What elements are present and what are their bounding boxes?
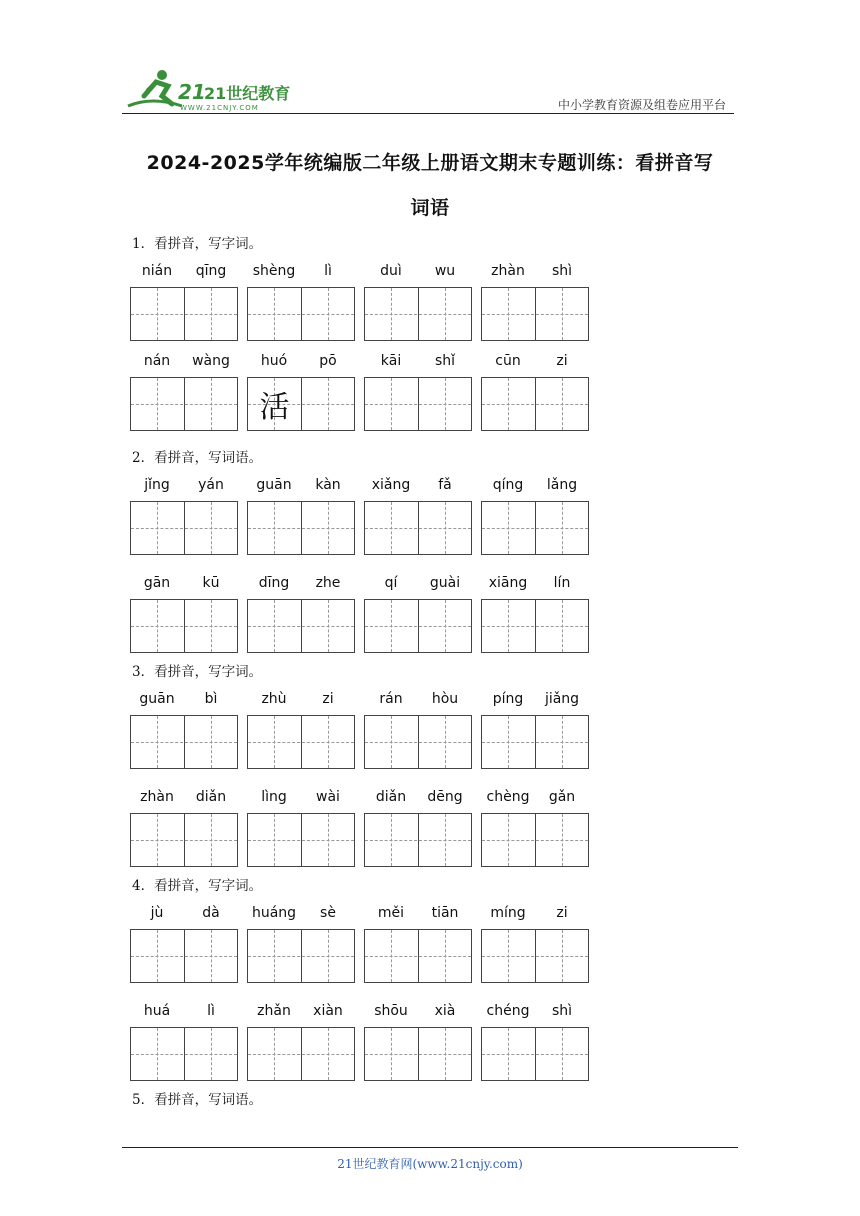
tianzige-writing-grid[interactable] xyxy=(247,929,355,983)
grid-guide-line xyxy=(482,404,588,405)
pinyin-word-group xyxy=(481,476,589,556)
pinyin-label: guān xyxy=(139,691,175,707)
pinyin-word-group xyxy=(364,262,472,342)
grid-guide-line xyxy=(365,528,471,529)
pinyin-label: xiǎng xyxy=(371,477,411,493)
grid-guide-line xyxy=(445,1028,446,1080)
page-footer: 21世纪教育网(www.21cnjy.com) xyxy=(337,1157,523,1171)
pinyin-label: rán xyxy=(379,691,403,707)
pinyin-label: shì xyxy=(551,263,573,279)
grid-guide-line xyxy=(482,840,588,841)
pinyin-label: bì xyxy=(204,691,218,707)
grid-guide-line xyxy=(562,814,563,866)
grid-guide-line xyxy=(131,314,237,315)
pinyin-label: lǎng xyxy=(546,477,578,493)
grid-guide-line xyxy=(157,1028,158,1080)
pinyin-label: duì xyxy=(380,263,402,279)
pinyin-label: zi xyxy=(556,353,568,369)
pinyin-word-group xyxy=(481,788,589,868)
pinyin-word-group xyxy=(130,904,238,984)
tianzige-writing-grid[interactable] xyxy=(247,501,355,555)
grid-guide-line xyxy=(131,404,237,405)
pinyin-label: cūn xyxy=(495,353,521,369)
grid-guide-line xyxy=(328,814,329,866)
grid-guide-line xyxy=(391,502,392,554)
pinyin-label: kāi xyxy=(380,353,402,369)
pinyin-word-group xyxy=(481,352,589,432)
tianzige-writing-grid[interactable] xyxy=(130,377,238,431)
pinyin-label: zhǎn xyxy=(257,1003,291,1019)
page-header xyxy=(122,66,734,114)
question-1-label: 1．看拼音，写字词。 xyxy=(132,236,263,252)
page-title-line2: 词语 xyxy=(410,197,450,219)
tianzige-writing-grid[interactable] xyxy=(364,377,472,431)
tianzige-writing-grid[interactable] xyxy=(247,599,355,653)
tianzige-writing-grid[interactable] xyxy=(130,599,238,653)
pinyin-word-group xyxy=(481,1002,589,1082)
tianzige-writing-grid[interactable] xyxy=(364,599,472,653)
tianzige-writing-grid[interactable] xyxy=(130,813,238,867)
grid-guide-line xyxy=(274,814,275,866)
grid-guide-line xyxy=(445,502,446,554)
grid-guide-line xyxy=(445,930,446,982)
pinyin-label: zi xyxy=(322,691,334,707)
pinyin-label: qīng xyxy=(195,263,227,279)
grid-guide-line xyxy=(131,626,237,627)
grid-guide-line xyxy=(328,502,329,554)
pinyin-label: dà xyxy=(202,905,220,921)
pinyin-word-group xyxy=(481,690,589,770)
tianzige-writing-grid[interactable] xyxy=(247,715,355,769)
pinyin-label: jiǎng xyxy=(544,691,580,707)
pinyin-label: shì xyxy=(551,1003,573,1019)
grid-guide-line xyxy=(328,716,329,768)
pinyin-word-group xyxy=(364,352,472,432)
grid-guide-line xyxy=(248,528,354,529)
grid-guide-line xyxy=(391,930,392,982)
grid-guide-line xyxy=(211,502,212,554)
pinyin-word-group xyxy=(247,690,355,770)
pinyin-label: huó xyxy=(260,353,288,369)
pinyin-word-group xyxy=(130,476,238,556)
grid-guide-line xyxy=(157,814,158,866)
grid-guide-line xyxy=(248,626,354,627)
pinyin-label: shèng xyxy=(252,263,296,279)
tianzige-writing-grid[interactable] xyxy=(364,929,472,983)
grid-guide-line xyxy=(157,930,158,982)
pinyin-label: nán xyxy=(143,353,171,369)
grid-guide-line xyxy=(211,288,212,340)
grid-guide-line xyxy=(391,600,392,652)
grid-guide-line xyxy=(157,600,158,652)
pinyin-label: qí xyxy=(384,575,398,591)
pinyin-label: yán xyxy=(198,477,224,493)
pinyin-label: jù xyxy=(150,905,164,921)
pinyin-label: dēng xyxy=(427,789,463,805)
grid-guide-line xyxy=(274,1028,275,1080)
pinyin-label: diǎn xyxy=(195,789,227,805)
grid-guide-line xyxy=(211,600,212,652)
svg-text:21世纪教育: 21世纪教育 xyxy=(204,84,291,103)
grid-guide-line xyxy=(274,502,275,554)
pinyin-label: zi xyxy=(556,905,568,921)
pinyin-label: guān xyxy=(256,477,292,493)
pinyin-label: gǎn xyxy=(548,789,576,805)
tianzige-writing-grid[interactable] xyxy=(481,501,589,555)
grid-guide-line xyxy=(248,314,354,315)
pinyin-label: diǎn xyxy=(375,789,407,805)
pinyin-label: zhe xyxy=(315,575,341,591)
pinyin-label: sè xyxy=(320,905,336,921)
grid-guide-line xyxy=(508,378,509,430)
grid-guide-line xyxy=(131,956,237,957)
tianzige-writing-grid[interactable] xyxy=(130,929,238,983)
grid-guide-line xyxy=(328,378,329,430)
pinyin-word-group xyxy=(364,574,472,654)
grid-guide-line xyxy=(391,288,392,340)
grid-guide-line xyxy=(445,288,446,340)
grid-guide-line xyxy=(365,956,471,957)
grid-guide-line xyxy=(391,814,392,866)
tianzige-writing-grid[interactable] xyxy=(481,1027,589,1081)
grid-guide-line xyxy=(131,742,237,743)
question-5-label: 5．看拼音，写词语。 xyxy=(132,1092,263,1108)
grid-guide-line xyxy=(365,626,471,627)
pinyin-word-group xyxy=(247,788,355,868)
grid-guide-line xyxy=(391,716,392,768)
pinyin-label: pō xyxy=(319,353,337,369)
grid-guide-line xyxy=(562,1028,563,1080)
grid-guide-line xyxy=(445,716,446,768)
grid-guide-line xyxy=(562,930,563,982)
grid-guide-line xyxy=(248,1054,354,1055)
pinyin-label: tiān xyxy=(431,905,459,921)
pinyin-label: huá xyxy=(143,1003,171,1019)
pinyin-label: xiāng xyxy=(488,575,528,591)
tianzige-writing-grid[interactable] xyxy=(364,715,472,769)
grid-guide-line xyxy=(157,378,158,430)
pinyin-label: xià xyxy=(434,1003,456,1019)
grid-guide-line xyxy=(445,600,446,652)
grid-guide-line xyxy=(365,742,471,743)
tianzige-writing-grid[interactable] xyxy=(481,715,589,769)
pinyin-word-group xyxy=(130,788,238,868)
tianzige-writing-grid[interactable] xyxy=(481,929,589,983)
grid-guide-line xyxy=(365,1054,471,1055)
pinyin-word-group xyxy=(247,904,355,984)
pinyin-word-group xyxy=(247,476,355,556)
grid-guide-line xyxy=(328,1028,329,1080)
tianzige-writing-grid[interactable] xyxy=(247,377,355,431)
grid-guide-line xyxy=(482,1054,588,1055)
pinyin-label: qíng xyxy=(492,477,524,493)
pinyin-label: lìng xyxy=(261,789,287,805)
pinyin-label: shōu xyxy=(374,1003,408,1019)
grid-guide-line xyxy=(211,930,212,982)
grid-guide-line xyxy=(248,956,354,957)
site-logo xyxy=(122,66,292,114)
grid-guide-line xyxy=(248,742,354,743)
grid-guide-line xyxy=(482,742,588,743)
pinyin-label: fǎ xyxy=(438,477,452,493)
grid-guide-line xyxy=(508,716,509,768)
pinyin-label: lì xyxy=(324,263,332,279)
grid-guide-line xyxy=(508,502,509,554)
tianzige-writing-grid[interactable] xyxy=(364,501,472,555)
grid-guide-line xyxy=(131,528,237,529)
grid-guide-line xyxy=(508,288,509,340)
pinyin-label: shǐ xyxy=(434,353,456,369)
tianzige-writing-grid[interactable] xyxy=(364,287,472,341)
grid-guide-line xyxy=(248,840,354,841)
pinyin-word-group xyxy=(130,1002,238,1082)
grid-guide-line xyxy=(445,378,446,430)
grid-guide-line xyxy=(508,1028,509,1080)
svg-text:21: 21 xyxy=(178,80,206,104)
pinyin-label: wu xyxy=(434,263,456,279)
grid-guide-line xyxy=(562,288,563,340)
pinyin-label: wài xyxy=(316,789,340,805)
grid-guide-line xyxy=(211,814,212,866)
pinyin-label: kàn xyxy=(315,477,341,493)
tianzige-writing-grid[interactable] xyxy=(481,599,589,653)
grid-guide-line xyxy=(328,930,329,982)
question-3-label: 3．看拼音，写字词。 xyxy=(132,664,263,680)
example-character: 活 xyxy=(259,390,290,425)
grid-guide-line xyxy=(211,1028,212,1080)
pinyin-word-group xyxy=(481,904,589,984)
tianzige-writing-grid[interactable] xyxy=(247,813,355,867)
pinyin-word-group xyxy=(130,574,238,654)
pinyin-word-group xyxy=(247,1002,355,1082)
pinyin-label: jǐng xyxy=(144,477,170,493)
pinyin-label: guài xyxy=(429,575,461,591)
grid-guide-line xyxy=(445,814,446,866)
pinyin-word-group xyxy=(364,788,472,868)
grid-guide-line xyxy=(562,600,563,652)
pinyin-label: xiàn xyxy=(313,1003,343,1019)
grid-guide-line xyxy=(482,314,588,315)
tianzige-writing-grid[interactable] xyxy=(481,287,589,341)
header-tagline: 中小学教育资源及组卷应用平台 xyxy=(557,98,726,112)
grid-guide-line xyxy=(274,600,275,652)
pinyin-label: zhàn xyxy=(140,789,174,805)
pinyin-label: míng xyxy=(490,905,526,921)
grid-guide-line xyxy=(365,404,471,405)
grid-guide-line xyxy=(157,502,158,554)
tianzige-writing-grid[interactable] xyxy=(247,1027,355,1081)
svg-text:WWW.21CNJY.COM: WWW.21CNJY.COM xyxy=(180,104,259,112)
pinyin-word-group xyxy=(481,262,589,342)
grid-guide-line xyxy=(131,1054,237,1055)
pinyin-label: wàng xyxy=(192,353,230,369)
tianzige-writing-grid[interactable] xyxy=(130,1027,238,1081)
grid-guide-line xyxy=(391,378,392,430)
tianzige-writing-grid[interactable] xyxy=(247,287,355,341)
pinyin-label: lín xyxy=(553,575,571,591)
footer-divider xyxy=(122,1147,738,1148)
tianzige-writing-grid[interactable] xyxy=(130,287,238,341)
tianzige-writing-grid[interactable] xyxy=(481,813,589,867)
grid-guide-line xyxy=(508,814,509,866)
pinyin-word-group xyxy=(247,352,355,432)
grid-guide-line xyxy=(482,528,588,529)
pinyin-label: dīng xyxy=(258,575,290,591)
grid-guide-line xyxy=(274,716,275,768)
pinyin-label: píng xyxy=(492,691,524,707)
grid-guide-line xyxy=(211,716,212,768)
pinyin-word-group xyxy=(364,690,472,770)
pinyin-label: chèng xyxy=(486,789,530,805)
pinyin-label: lì xyxy=(207,1003,215,1019)
tianzige-writing-grid[interactable] xyxy=(364,813,472,867)
header-divider xyxy=(122,113,734,114)
pinyin-word-group xyxy=(247,574,355,654)
grid-guide-line xyxy=(391,1028,392,1080)
question-2-label: 2．看拼音，写词语。 xyxy=(132,450,263,466)
pinyin-word-group xyxy=(247,262,355,342)
pinyin-label: gān xyxy=(143,575,171,591)
pinyin-word-group xyxy=(130,352,238,432)
pinyin-label: huáng xyxy=(251,905,297,921)
pinyin-label: nián xyxy=(141,263,173,279)
question-4-label: 4．看拼音，写字词。 xyxy=(132,878,263,894)
grid-guide-line xyxy=(274,288,275,340)
grid-guide-line xyxy=(508,930,509,982)
grid-guide-line xyxy=(328,288,329,340)
grid-guide-line xyxy=(365,840,471,841)
page-title-line1: 2024-2025学年统编版二年级上册语文期末专题训练：看拼音写 xyxy=(146,152,714,174)
tianzige-writing-grid[interactable] xyxy=(364,1027,472,1081)
pinyin-label: hòu xyxy=(431,691,459,707)
grid-guide-line xyxy=(482,626,588,627)
grid-guide-line xyxy=(365,314,471,315)
grid-guide-line xyxy=(482,956,588,957)
tianzige-writing-grid[interactable] xyxy=(481,377,589,431)
grid-guide-line xyxy=(562,716,563,768)
grid-guide-line xyxy=(328,600,329,652)
grid-guide-line xyxy=(131,840,237,841)
grid-guide-line xyxy=(274,930,275,982)
pinyin-label: zhù xyxy=(261,691,287,707)
pinyin-label: chéng xyxy=(486,1003,530,1019)
pinyin-word-group xyxy=(481,574,589,654)
tianzige-writing-grid[interactable] xyxy=(130,715,238,769)
grid-guide-line xyxy=(562,378,563,430)
pinyin-label: měi xyxy=(377,905,405,921)
tianzige-writing-grid[interactable] xyxy=(130,501,238,555)
pinyin-word-group xyxy=(130,690,238,770)
grid-guide-line xyxy=(157,716,158,768)
pinyin-label: kū xyxy=(202,575,220,591)
grid-guide-line xyxy=(508,600,509,652)
pinyin-word-group xyxy=(364,1002,472,1082)
grid-guide-line xyxy=(157,288,158,340)
pinyin-word-group xyxy=(130,262,238,342)
grid-guide-line xyxy=(562,502,563,554)
pinyin-word-group xyxy=(364,476,472,556)
pinyin-label: zhàn xyxy=(491,263,525,279)
grid-guide-line xyxy=(211,378,212,430)
pinyin-word-group xyxy=(364,904,472,984)
